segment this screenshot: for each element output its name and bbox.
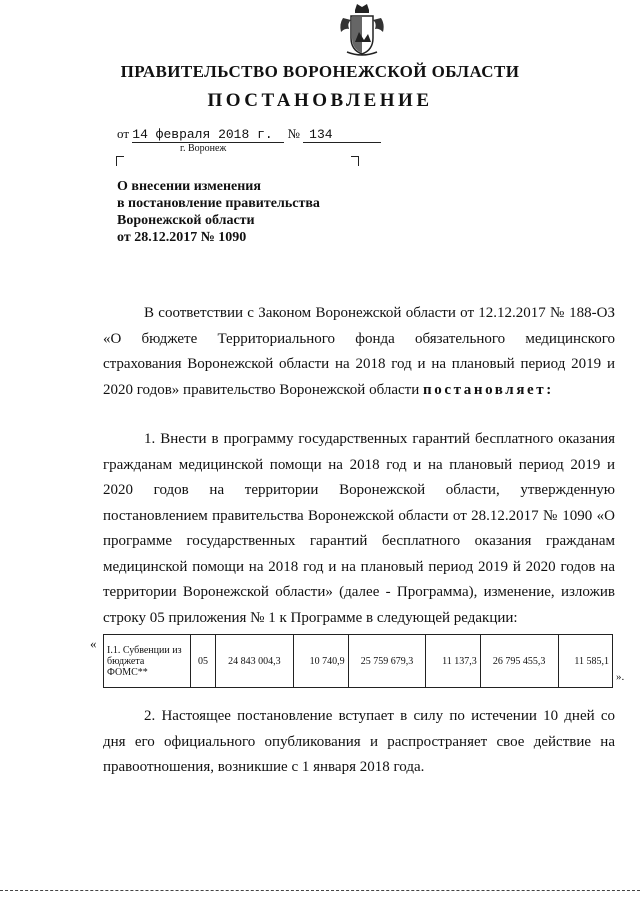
- row-code-cell: 05: [191, 635, 216, 688]
- clause-1-paragraph: 1. Внести в программу государственных гарантий бесплатного оказания гражданам медицинской помощи на 2018 год и на плановый период 2019 и 2020 годов на территории Воронежской области, утвержденную постановлением правительства Воронежской области от 28.12.2017 № 1090 «О программе государственных гарантий бесплатного оказания гражданам медицинской помощи на 2018 год и на плановый период 2019 й 2020 годов на территории Воронежской области» (далее - Программа), изменение, изложив строку 05 приложения № 1 к Программе в следующей редакции:: [103, 431, 615, 626]
- subject-line: О внесении изменения: [117, 179, 261, 194]
- close-quote: ».: [616, 671, 625, 683]
- government-title: ПРАВИТЕЛЬСТВО ВОРОНЕЖСКОЙ ОБЛАСТИ: [120, 62, 520, 81]
- open-quote: «: [90, 636, 97, 651]
- value-cell: 24 843 004,3: [216, 635, 294, 688]
- date-number-line: [117, 126, 381, 143]
- preamble-paragraph: [103, 301, 615, 403]
- preamble-text: В соответствии с Законом Воронежской области от 12.12.2017 № 188-ОЗ «О бюджете Территориального фонда обязательного медицинского страхования Воронежской области на 2018 год и на плановый период 2019 и 2020 годов» правительство Воронежской области: [103, 305, 615, 398]
- amended-row-table: [103, 634, 613, 688]
- value-cell: 25 759 679,3: [348, 635, 426, 688]
- subject-line: от 28.12.2017 № 1090: [117, 230, 247, 245]
- value-cell: 11 137,3: [426, 635, 480, 688]
- value-cell: 10 740,9: [293, 635, 348, 688]
- table-row: [104, 635, 613, 688]
- decree-date: 14 февраля 2018 г.: [132, 127, 284, 143]
- coat-of-arms-emblem: [337, 2, 387, 58]
- number-label: №: [287, 126, 300, 141]
- row-name-cell: I.1. Субвенции из бюджета ФОМС**: [104, 635, 191, 688]
- value-cell: 26 795 455,3: [480, 635, 558, 688]
- subject-line: в постановление правительства: [117, 196, 320, 211]
- left-corner-bracket: [116, 156, 124, 166]
- page-edge-line: [0, 890, 640, 891]
- clause-2-paragraph: 2. Настоящее постановление вступает в силу по истечении 10 дней со дня его официального опубликования и распространяет свое действие на правоотношения, возникшие с 1 января 2018 года.: [103, 708, 615, 775]
- value-cell: 11 585,1: [558, 635, 612, 688]
- document-type-title: ПОСТАНОВЛЕНИЕ: [207, 90, 433, 111]
- resolves-word: постановляет:: [422, 381, 554, 398]
- decree-number: 134: [303, 127, 381, 143]
- decree-subject: [117, 178, 320, 246]
- subject-line: Воронежской области: [117, 213, 255, 228]
- date-prefix: от: [117, 126, 130, 141]
- right-corner-bracket: [351, 156, 359, 166]
- city-label: г. Воронеж: [180, 143, 227, 154]
